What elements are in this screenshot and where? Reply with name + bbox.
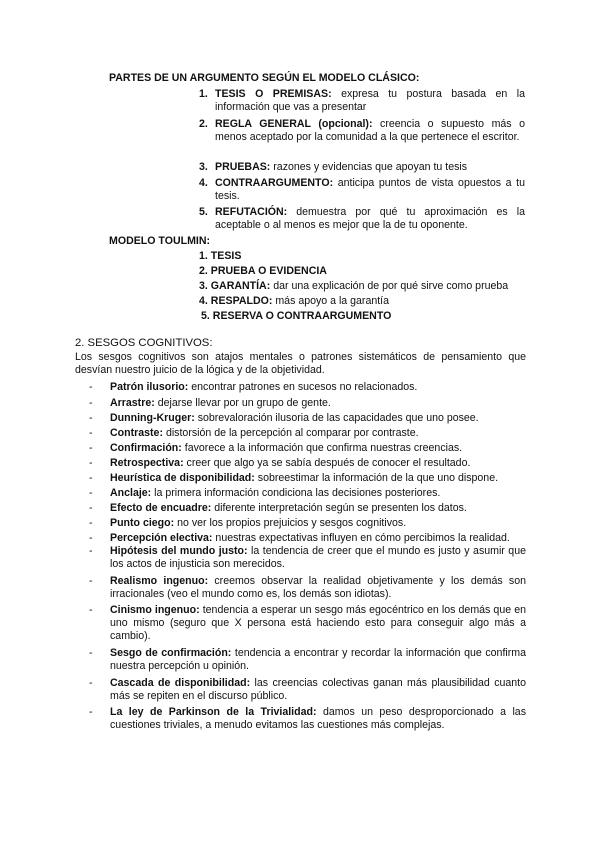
bias-term: Realismo ingenuo: xyxy=(110,575,209,587)
bias-description: sobrevaloración ilusoria de las capacidades que uno posee. xyxy=(197,412,479,424)
classic-item-3-term: PRUEBAS: xyxy=(215,161,271,173)
bias-description: creemos observar la realidad objetivamente y los demás son irracionales (veo el mundo como es, los demás son idiotas). xyxy=(110,575,526,600)
bias-term: Retrospectiva: xyxy=(110,457,184,469)
bias-item xyxy=(110,427,419,440)
bias-term: Anclaje: xyxy=(110,487,152,499)
classic-item-3 xyxy=(215,161,525,174)
bias-item xyxy=(110,397,331,410)
bias-item xyxy=(110,442,462,455)
bias-term: Confirmación: xyxy=(110,442,182,454)
classic-item-5 xyxy=(215,206,525,232)
bias-item xyxy=(110,604,526,643)
classic-item-4-term: CONTRAARGUMENTO: xyxy=(215,177,334,189)
classic-item-4-text: anticipa puntos de vista opuestos a tu tesis. xyxy=(215,177,525,202)
classic-item-4 xyxy=(215,177,525,203)
classic-item-2 xyxy=(215,118,525,144)
bias-description: sobreestimar la información de la que uno dispone. xyxy=(257,472,499,484)
bias-description: diferente interpretación según se presenten los datos. xyxy=(214,502,467,514)
classic-item-1-term: TESIS O PREMISAS: xyxy=(215,88,332,100)
toulmin-heading: MODELO TOULMIN: xyxy=(109,235,211,247)
bias-item xyxy=(110,381,417,394)
bias-term: Patrón ilusorio: xyxy=(110,381,189,393)
bias-description: nuestras expectativas influyen en cómo percibimos la realidad. xyxy=(215,532,510,544)
bias-description: creer que algo ya se sabía después de conocer el resultado. xyxy=(186,457,471,469)
bias-item xyxy=(110,487,440,500)
toulmin-item-1-num: 1. xyxy=(199,250,208,262)
bias-bullet: - xyxy=(89,502,93,514)
bias-item xyxy=(110,677,526,703)
bias-description: la tendencia de creer que el mundo es justo y asumir que los actos de injusticia son merecidos. xyxy=(110,545,526,570)
toulmin-item-3-term: GARANTÍA: xyxy=(210,280,271,292)
toulmin-item-2-term: PRUEBA O EVIDENCIA xyxy=(210,265,327,277)
bias-term: Arrastre: xyxy=(110,397,155,409)
bias-term: La ley de Parkinson de la Trivialidad: xyxy=(110,706,317,718)
toulmin-item-1-term: TESIS xyxy=(210,250,242,262)
classic-item-3-num: 3. xyxy=(199,161,208,173)
toulmin-item-5-num: 5. xyxy=(201,310,210,322)
toulmin-item-4-num: 4. xyxy=(199,295,208,307)
bias-bullet: - xyxy=(89,381,93,393)
toulmin-item-4-text: más apoyo a la garantía xyxy=(275,295,390,307)
bias-term: Cinismo ingenuo: xyxy=(110,604,200,616)
bias-item xyxy=(110,502,467,515)
bias-bullet: - xyxy=(89,575,93,587)
toulmin-item-4-term: RESPALDO: xyxy=(210,295,273,307)
bias-bullet: - xyxy=(89,472,93,484)
bias-bullet: - xyxy=(89,397,93,409)
classic-item-1-text: expresa tu postura basada en la información que vas a presentar xyxy=(215,88,525,113)
bias-description: dejarse llevar por un grupo de gente. xyxy=(157,397,331,409)
classic-item-2-text: creencia o supuesto más o menos aceptado por la comunidad a la que pertenece el escritor. xyxy=(215,118,526,143)
bias-term: Percepción electiva: xyxy=(110,532,213,544)
toulmin-item-5 xyxy=(201,310,391,323)
bias-bullet: - xyxy=(89,706,93,718)
toulmin-item-1 xyxy=(199,250,241,263)
bias-term: Sesgo de confirmación: xyxy=(110,647,232,659)
bias-description: tendencia a esperar un sesgo más egocéntrico en los demás que en uno mismo (seguro que X persona está haciendo esto para conseguir algo más a cambio). xyxy=(110,604,526,642)
bias-term: Heurística de disponibilidad: xyxy=(110,472,255,484)
bias-item xyxy=(110,545,526,571)
bias-item xyxy=(110,457,470,470)
bias-item xyxy=(110,412,479,425)
bias-bullet: - xyxy=(89,604,93,616)
bias-item xyxy=(110,517,406,530)
classic-item-3-text: razones y evidencias que apoyan tu tesis xyxy=(273,161,468,173)
classic-heading: PARTES DE UN ARGUMENTO SEGÚN EL MODELO CLÁSICO: xyxy=(109,72,420,84)
bias-term: Hipótesis del mundo justo: xyxy=(110,545,248,557)
bias-item xyxy=(110,706,526,732)
bias-term: Contraste: xyxy=(110,427,163,439)
bias-bullet: - xyxy=(89,427,93,439)
toulmin-item-4 xyxy=(199,295,389,308)
bias-description: favorece a la información que confirma nuestras creencias. xyxy=(184,442,463,454)
bias-bullet: - xyxy=(89,545,93,557)
bias-bullet: - xyxy=(89,442,93,454)
bias-bullet: - xyxy=(89,647,93,659)
toulmin-item-3 xyxy=(199,280,508,293)
bias-bullet: - xyxy=(89,517,93,529)
toulmin-item-2 xyxy=(199,265,327,278)
toulmin-item-5-term: RESERVA O CONTRAARGUMENTO xyxy=(212,310,392,322)
bias-description: no ver los propios prejuicios y sesgos cognitivos. xyxy=(177,517,407,529)
biases-intro: Los sesgos cognitivos son atajos mentales o patrones sistemáticos de pensamiento que desvían nuestro juicio de la lógica y de la objetividad. xyxy=(75,351,526,376)
bias-item xyxy=(110,472,498,485)
bias-bullet: - xyxy=(89,677,93,689)
classic-item-4-num: 4. xyxy=(199,177,208,189)
bias-bullet: - xyxy=(89,487,93,499)
bias-description: tendencia a encontrar y recordar la información que confirma nuestra percepción u opinión. xyxy=(110,647,526,672)
classic-item-1 xyxy=(215,88,525,114)
bias-term: Dunning-Kruger: xyxy=(110,412,195,424)
bias-item xyxy=(110,532,510,545)
bias-description: damos un peso desproporcionado a las cuestiones triviales, a menudo evitamos las cuestiones más complejas. xyxy=(110,706,526,731)
toulmin-item-3-num: 3. xyxy=(199,280,208,292)
bias-item xyxy=(110,647,526,673)
classic-item-1-num: 1. xyxy=(199,88,208,100)
bias-bullet: - xyxy=(89,457,93,469)
biases-heading: 2. SESGOS COGNITIVOS: xyxy=(75,337,213,349)
toulmin-item-2-num: 2. xyxy=(199,265,208,277)
bias-description: encontrar patrones en sucesos no relacionados. xyxy=(191,381,418,393)
bias-item xyxy=(110,575,526,601)
bias-term: Cascada de disponibilidad: xyxy=(110,677,251,689)
classic-item-2-term: REGLA GENERAL (opcional): xyxy=(215,118,373,130)
classic-item-2-num: 2. xyxy=(199,118,208,130)
bias-term: Efecto de encuadre: xyxy=(110,502,212,514)
bias-description: distorsión de la percepción al comparar por contraste. xyxy=(165,427,419,439)
bias-bullet: - xyxy=(89,412,93,424)
bias-bullet: - xyxy=(89,532,93,544)
classic-item-5-text: demuestra por qué tu aproximación es la aceptable o al menos es mejor que la de tu oponente. xyxy=(215,206,525,231)
bias-description: las creencias colectivas ganan más plausibilidad cuanto más se repiten en el discurso público. xyxy=(110,677,527,702)
bias-term: Punto ciego: xyxy=(110,517,175,529)
toulmin-item-3-text: dar una explicación de por qué sirve como prueba xyxy=(273,280,509,292)
classic-item-5-term: REFUTACIÓN: xyxy=(215,206,288,218)
classic-item-5-num: 5. xyxy=(199,206,208,218)
bias-description: la primera información condiciona las decisiones posteriores. xyxy=(154,487,441,499)
